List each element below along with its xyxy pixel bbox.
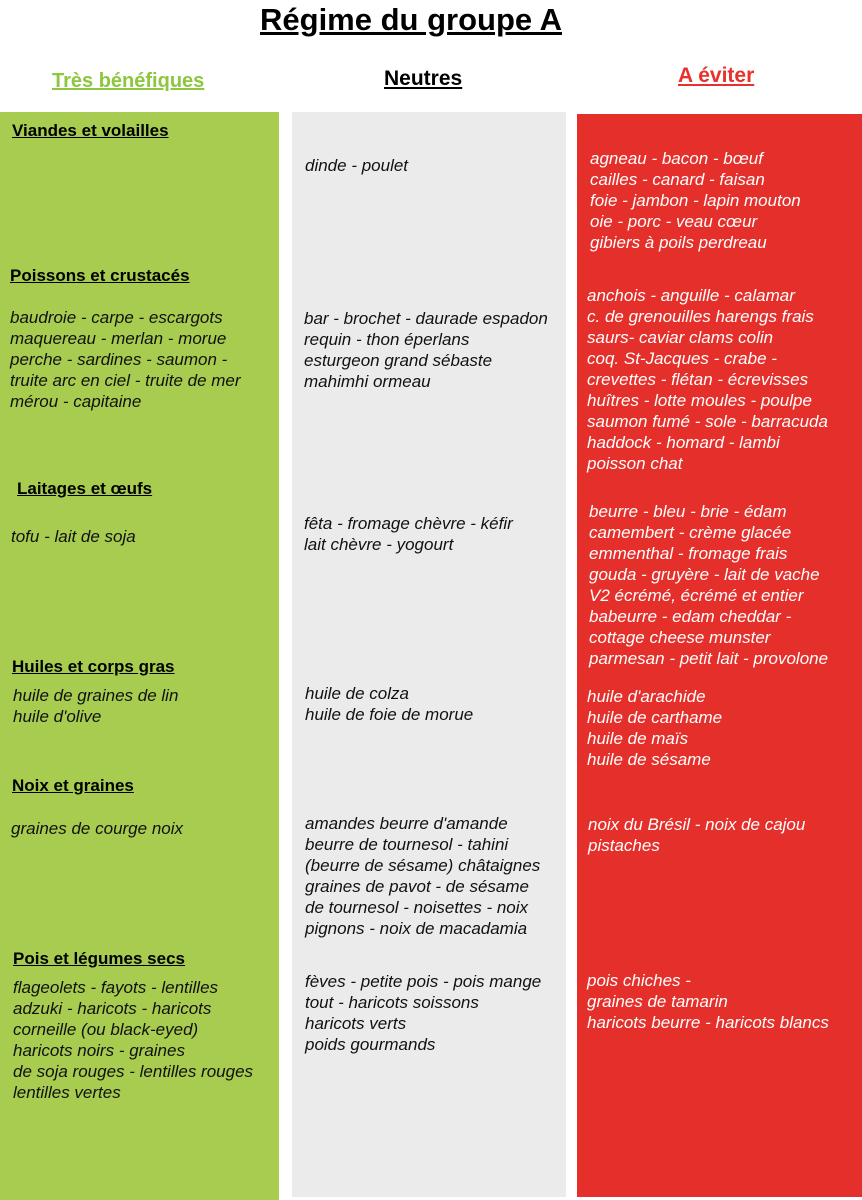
neutral-items-dairy: fêta - fromage chèvre - kéfir lait chèvre - yogourt <box>304 514 513 554</box>
category-dairy-eggs: Laitages et œufs <box>17 479 153 498</box>
category-fish-seafood: Poissons et crustacés <box>10 266 190 285</box>
avoid-items-fish: anchois - anguille - calamar c. de grenouilles harengs frais saurs- caviar clams colin coq. St-Jacques - crabe - crevettes - flétan - écrevisses huîtres - lotte moules - poulpe saumon fumé - sole - barracuda haddock - homard - lambi poisson chat <box>587 286 828 473</box>
column-header-avoid: A éviter <box>678 64 755 87</box>
avoid-items-meat: agneau - bacon - bœuf cailles - canard - faisan foie - jambon - lapin mouton oie - porc - veau cœur gibiers à poils perdreau <box>590 149 801 252</box>
column-header-beneficial: Très bénéfiques <box>52 70 205 92</box>
good-items-legumes: flageolets - fayots - lentilles adzuki - haricots - haricots corneille (ou black-eyed) haricots noirs - graines de soja rouges - lentilles rouges lentilles vertes <box>13 978 254 1102</box>
avoid-items-nuts: noix du Brésil - noix de cajou pistaches <box>588 815 806 855</box>
avoid-items-oils: huile d'arachide huile de carthame huile de maïs huile de sésame <box>587 687 723 769</box>
good-items-fish: baudroie - carpe - escargots maquereau - merlan - morue perche - sardines - saumon - truite arc en ciel - truite de mer mérou - capitaine <box>10 308 241 411</box>
category-meat-poultry: Viandes et volailles <box>12 121 169 140</box>
avoid-items-legumes: pois chiches - graines de tamarin haricots beurre - haricots blancs <box>587 971 829 1032</box>
neutral-items-meat: dinde - poulet <box>305 156 409 175</box>
page-title: Régime du groupe A <box>260 2 562 37</box>
good-items-oils: huile de graines de lin huile d'olive <box>13 686 179 726</box>
neutral-items-legumes: fèves - petite pois - pois mange tout - haricots soissons haricots verts poids gourmands <box>305 972 542 1054</box>
avoid-items-dairy: beurre - bleu - brie - édam camembert - crème glacée emmenthal - fromage frais gouda - gruyère - lait de vache V2 écrémé, écrémé et entier babeurre - edam cheddar - cottage cheese munster parmesan - petit lait - provolone <box>589 502 829 668</box>
neutral-items-nuts: amandes beurre d'amande beurre de tournesol - tahini (beurre de sésame) châtaignes graines de pavot - de sésame de tournesol - noisettes - noix pignons - noix de macadamia <box>305 814 541 938</box>
good-items-dairy: tofu - lait de soja <box>11 527 136 546</box>
neutral-items-fish: bar - brochet - daurade espadon requin - thon éperlans esturgeon grand sébaste mahimhi ormeau <box>304 309 548 391</box>
good-items-nuts: graines de courge noix <box>11 819 184 838</box>
category-legumes: Pois et légumes secs <box>13 949 185 968</box>
column-header-neutral: Neutres <box>384 67 463 90</box>
neutral-items-oils: huile de colza huile de foie de morue <box>305 684 474 724</box>
category-oils-fats: Huiles et corps gras <box>12 657 175 676</box>
category-nuts-seeds: Noix et graines <box>12 776 134 795</box>
